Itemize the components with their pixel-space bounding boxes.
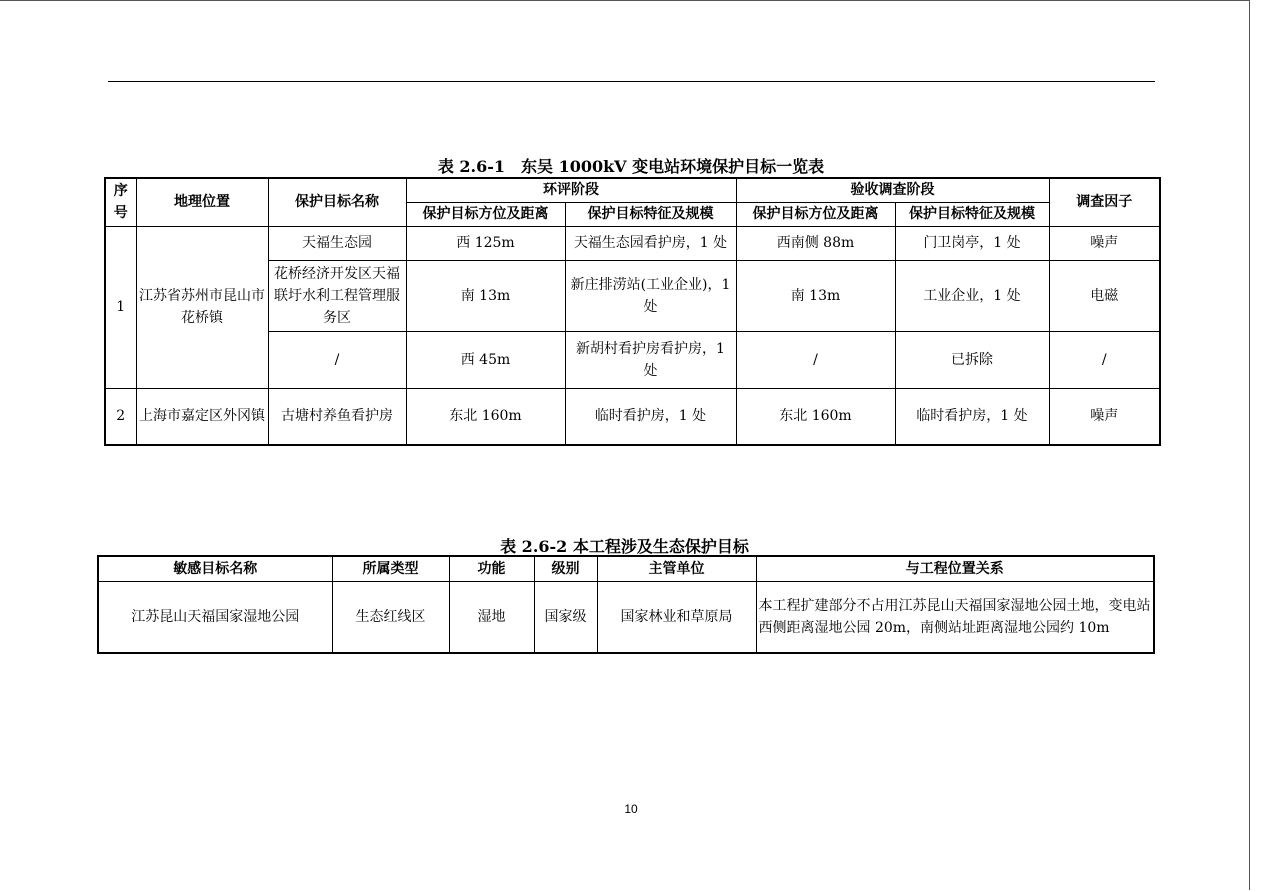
target-name: 古塘村养鱼看护房 [268,388,406,445]
survey-factor: 噪声 [1049,226,1160,260]
acc-feature: 工业企业，1 处 [895,260,1049,331]
table-row [105,226,1160,260]
eia-feature: 新庄排涝站(工业企业)，1 处 [565,260,736,331]
header-survey-factor: 调查因子 [1049,178,1160,226]
acc-feature: 已拆除 [895,331,1049,388]
eia-direction: 南 13m [406,260,565,331]
header-target-name: 保护目标名称 [268,178,406,226]
header-rule [108,81,1155,82]
table-row [105,388,1160,445]
header-eia-stage: 环评阶段 [406,178,736,202]
target-authority: 国家林业和草原局 [597,581,756,653]
survey-factor: / [1049,331,1160,388]
header-function: 功能 [449,556,534,581]
acc-direction: 南 13m [736,260,895,331]
sensitive-target-name: 江苏昆山天福国家湿地公园 [98,581,332,653]
header-authority: 主管单位 [597,556,756,581]
eia-feature: 天福生态园看护房，1 处 [565,226,736,260]
header-acceptance-stage: 验收调查阶段 [736,178,1049,202]
survey-factor: 噪声 [1049,388,1160,445]
eia-feature: 新胡村看护房看护房，1 处 [565,331,736,388]
eia-direction: 西 45m [406,331,565,388]
acc-direction: 西南侧 88m [736,226,895,260]
header-sensitive-target: 敏感目标名称 [98,556,332,581]
table1-caption: 表 2.6-1 东吴 1000kV 变电站环境保护目标一览表 [437,157,825,176]
header-eia-feature: 保护目标特征及规模 [565,202,736,226]
row-seq: 2 [105,388,136,445]
target-function: 湿地 [449,581,534,653]
acc-direction: / [736,331,895,388]
acc-direction: 东北 160m [736,388,895,445]
eia-direction: 西 125m [406,226,565,260]
table2-caption: 表 2.6-2 本工程涉及生态保护目标 [500,537,749,556]
header-level: 级别 [534,556,597,581]
environmental-protection-table [104,177,1161,446]
page-number: 10 [624,802,638,816]
header-seq: 序号 [105,178,136,226]
target-name: 花桥经济开发区天福联圩水利工程管理服务区 [268,260,406,331]
target-name: / [268,331,406,388]
row-seq: 1 [105,226,136,388]
target-type: 生态红线区 [332,581,449,653]
position-relation: 本工程扩建部分不占用江苏昆山天福国家湿地公园土地，变电站西侧距离湿地公园 20m，南侧站址距离湿地公园约 10m [756,581,1154,653]
header-acc-direction: 保护目标方位及距离 [736,202,895,226]
target-name: 天福生态园 [268,226,406,260]
header-eia-direction: 保护目标方位及距离 [406,202,565,226]
acc-feature: 门卫岗亭，1 处 [895,226,1049,260]
row-location: 江苏省苏州市昆山市花桥镇 [136,226,268,388]
table-row [98,581,1154,653]
target-level: 国家级 [534,581,597,653]
header-location: 地理位置 [136,178,268,226]
ecological-protection-table [97,555,1155,654]
header-acc-feature: 保护目标特征及规模 [895,202,1049,226]
header-relation: 与工程位置关系 [756,556,1154,581]
survey-factor: 电磁 [1049,260,1160,331]
header-type: 所属类型 [332,556,449,581]
acc-feature: 临时看护房，1 处 [895,388,1049,445]
row-location: 上海市嘉定区外冈镇 [136,388,268,445]
eia-direction: 东北 160m [406,388,565,445]
eia-feature: 临时看护房，1 处 [565,388,736,445]
